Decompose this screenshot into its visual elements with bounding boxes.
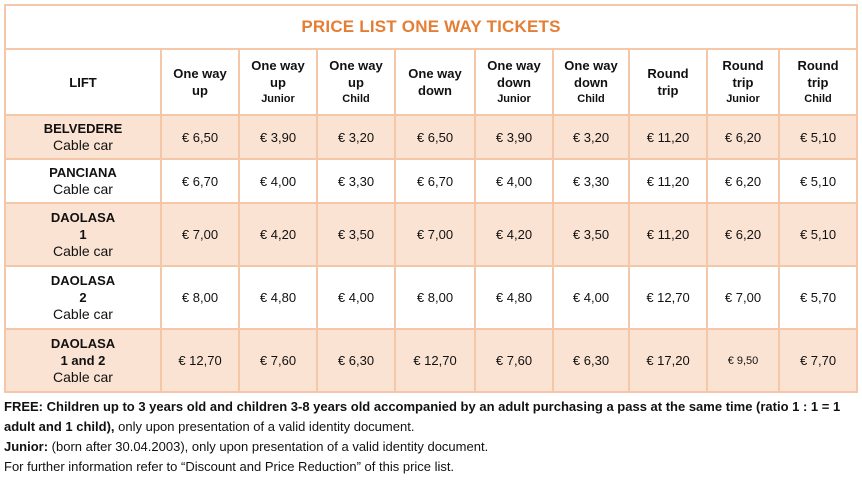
price-cell: € 7,00	[707, 266, 779, 329]
price-cell: € 6,20	[707, 159, 779, 203]
note-junior: Junior: (born after 30.04.2003), only upon presentation of a valid identity document.	[4, 439, 489, 454]
price-cell: € 11,20	[629, 115, 707, 159]
price-table	[4, 4, 858, 393]
table-title: PRICE LIST ONE WAY TICKETS	[5, 5, 857, 49]
price-cell: € 4,00	[475, 159, 553, 203]
price-cell: € 4,00	[553, 266, 629, 329]
price-cell: € 7,00	[161, 203, 239, 266]
price-table-container	[4, 4, 856, 393]
price-cell: € 5,10	[779, 115, 857, 159]
lift-cell: DAOLASA 1 Cable car	[5, 203, 161, 266]
notes-section	[4, 397, 856, 477]
price-cell: € 3,20	[553, 115, 629, 159]
lift-cell: BELVEDERE Cable car	[5, 115, 161, 159]
table-row	[5, 159, 857, 203]
price-cell: € 3,90	[239, 115, 317, 159]
price-cell: € 6,50	[161, 115, 239, 159]
price-cell: € 9,50	[707, 329, 779, 392]
table-row	[5, 329, 857, 392]
price-cell: € 12,70	[161, 329, 239, 392]
price-cell: € 8,00	[161, 266, 239, 329]
header-col: One way down Child	[553, 49, 629, 115]
price-cell: € 6,20	[707, 115, 779, 159]
price-cell: € 4,80	[475, 266, 553, 329]
header-col: One way up	[161, 49, 239, 115]
price-cell: € 4,80	[239, 266, 317, 329]
header-col: Round trip Child	[779, 49, 857, 115]
price-cell: € 3,50	[553, 203, 629, 266]
header-lift: LIFT	[5, 49, 161, 115]
price-cell: € 6,50	[395, 115, 475, 159]
lift-cell: PANCIANA Cable car	[5, 159, 161, 203]
price-cell: € 6,20	[707, 203, 779, 266]
table-row	[5, 266, 857, 329]
price-cell: € 5,10	[779, 159, 857, 203]
price-cell: € 7,70	[779, 329, 857, 392]
table-row	[5, 115, 857, 159]
header-col: One way down	[395, 49, 475, 115]
price-cell: € 11,20	[629, 203, 707, 266]
header-col: One way up Child	[317, 49, 395, 115]
price-cell: € 3,30	[553, 159, 629, 203]
table-row	[5, 203, 857, 266]
header-col: Round trip Junior	[707, 49, 779, 115]
header-col: Round trip	[629, 49, 707, 115]
note-free: FREE: Children up to 3 years old and children 3-8 years old accompanied by an adult purchasing a pass at the same time (ratio 1 : 1 = 1 adult and 1 child), only upon presentation of a valid identity document.	[4, 399, 841, 434]
price-cell: € 4,20	[475, 203, 553, 266]
price-cell: € 7,00	[395, 203, 475, 266]
price-cell: € 12,70	[395, 329, 475, 392]
price-cell: € 4,00	[317, 266, 395, 329]
price-cell: € 6,30	[317, 329, 395, 392]
price-cell: € 5,70	[779, 266, 857, 329]
price-cell: € 17,20	[629, 329, 707, 392]
price-cell: € 11,20	[629, 159, 707, 203]
header-col: One way down Junior	[475, 49, 553, 115]
price-cell: € 3,90	[475, 115, 553, 159]
price-cell: € 4,20	[239, 203, 317, 266]
price-cell: € 5,10	[779, 203, 857, 266]
price-cell: € 3,50	[317, 203, 395, 266]
price-cell: € 7,60	[239, 329, 317, 392]
note-further: For further information refer to “Discount and Price Reduction” of this price list.	[4, 459, 455, 474]
lift-cell: DAOLASA 1 and 2 Cable car	[5, 329, 161, 392]
price-cell: € 6,70	[161, 159, 239, 203]
price-cell: € 4,00	[239, 159, 317, 203]
header-row	[5, 49, 857, 115]
price-cell: € 7,60	[475, 329, 553, 392]
header-col: One way up Junior	[239, 49, 317, 115]
lift-cell: DAOLASA 2 Cable car	[5, 266, 161, 329]
price-cell: € 12,70	[629, 266, 707, 329]
price-cell: € 3,20	[317, 115, 395, 159]
price-cell: € 6,30	[553, 329, 629, 392]
price-cell: € 3,30	[317, 159, 395, 203]
price-cell: € 8,00	[395, 266, 475, 329]
price-cell: € 6,70	[395, 159, 475, 203]
